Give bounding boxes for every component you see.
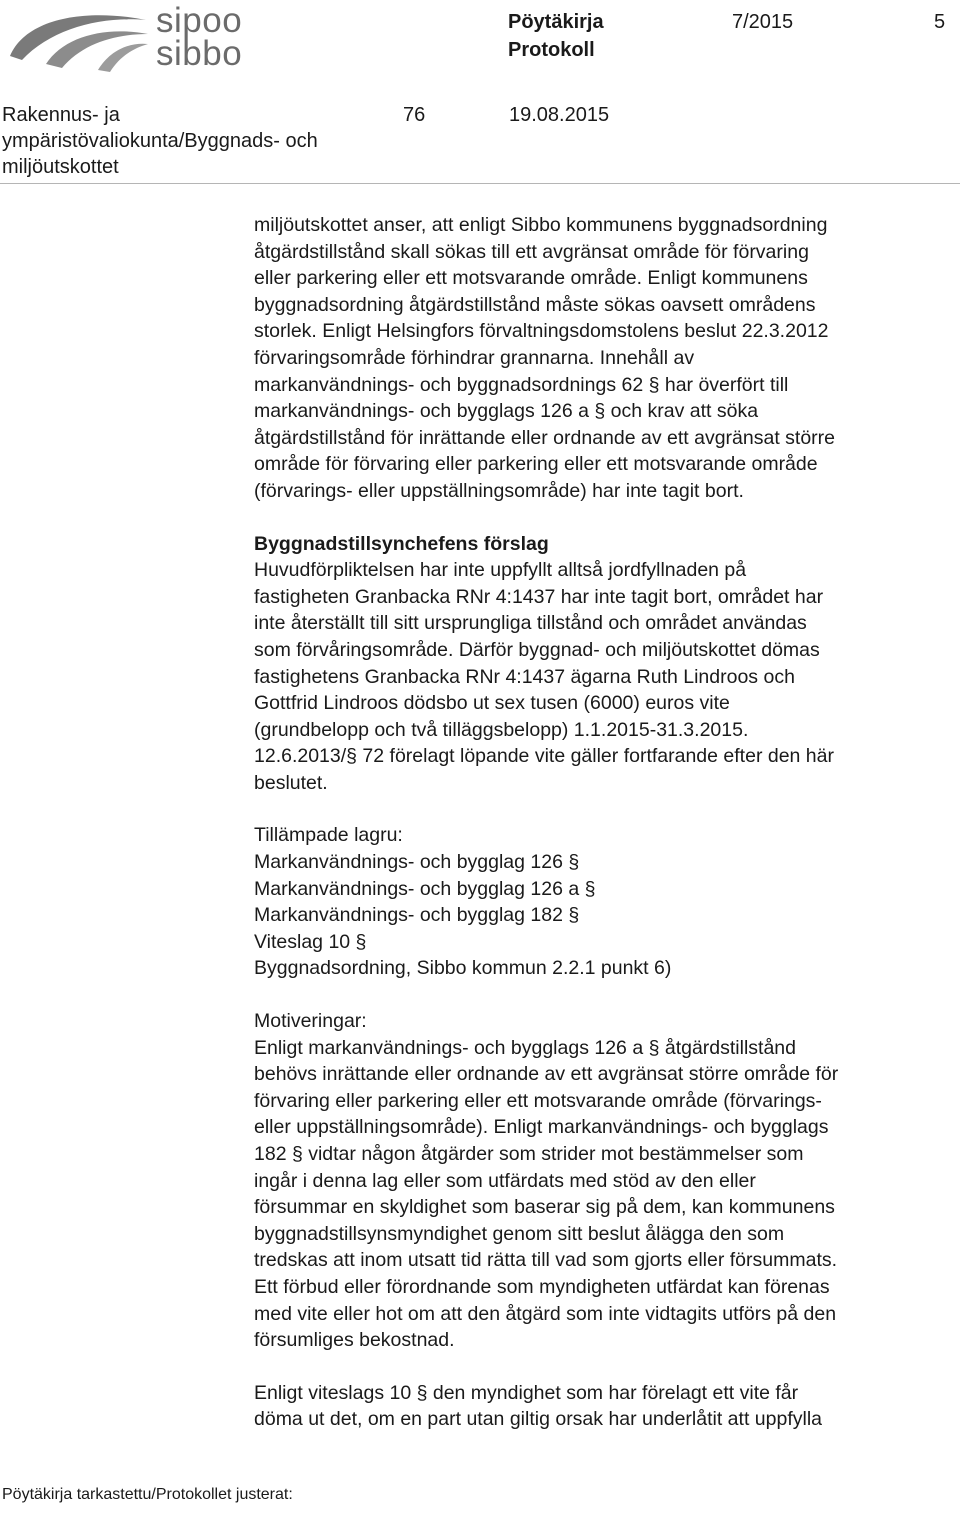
text-line: inte återställt till sitt ursprungliga tillstånd och området användas — [254, 612, 807, 635]
text-line: ingår i denna lag eller som utfärdats med stöd av den eller — [254, 1169, 756, 1192]
text-line: storlek. Enligt Helsingfors förvaltningsdomstolens beslut 22.3.2012 — [254, 320, 829, 343]
document-body — [254, 212, 954, 1433]
law-item: Markanvändnings- och bygglag 126 § — [254, 851, 580, 874]
paragraph-number: 76 — [403, 104, 426, 126]
applied-laws-list — [254, 849, 954, 982]
law-item: Byggnadsordning, Sibbo kommun 2.2.1 punkt 6) — [254, 957, 672, 980]
text-line: 12.6.2013/§ 72 förelagt löpande vite gäller fortfarande efter den här — [254, 745, 834, 768]
logo-text-sv: sibbo — [156, 34, 243, 73]
committee-name-line: Rakennus- ja — [2, 104, 120, 126]
reasons-heading: Motiveringar: — [254, 1010, 367, 1033]
text-line: markanvändnings- och byggnadsordnings 62 § har överfört till — [254, 373, 789, 396]
text-line: Gottfrid Lindroos dödsbo ut sex tusen (6000) euros vite — [254, 692, 730, 715]
text-line: Enligt viteslags 10 § den myndighet som har förelagt ett vite får — [254, 1381, 799, 1404]
text-line: eller uppställningsområde). Enligt markanvändnings- och bygglags — [254, 1116, 829, 1139]
text-line: åtgärdstillstånd för inrättande eller ordnande av ett avgränsat större — [254, 426, 836, 449]
text-line: försummar en skyldighet som baserar sig på dem, kan kommunens — [254, 1196, 835, 1219]
committee-name-line: miljöutskottet — [2, 156, 119, 178]
proposal-paragraph — [254, 557, 954, 796]
text-line: (förvarings- eller uppställningsområde) har inte tagit bort. — [254, 479, 744, 502]
text-line: förvaring eller parkering eller ett motsvarande område (förvarings- — [254, 1089, 822, 1112]
text-line: Huvudförpliktelsen har inte uppfyllt alltså jordfyllnaden på — [254, 559, 747, 582]
document-type-fi: Pöytäkirja — [508, 11, 604, 33]
text-line: tredskas att inom utsatt tid rätta till vad som gjorts eller försummats. — [254, 1249, 838, 1272]
text-line: markanvändnings- och bygglags 126 a § och krav att söka — [254, 400, 759, 423]
text-line: miljöutskottet anser, att enligt Sibbo kommunens byggnadsordning — [254, 214, 828, 236]
logo-wordmark — [156, 1, 243, 73]
reasons-paragraph — [254, 1035, 954, 1354]
text-line: med vite eller hot om att den åtgärd som inte vidtagits utförs på den — [254, 1302, 837, 1325]
header-divider — [0, 183, 960, 184]
text-line: behövs inrättande eller ordnande av ett avgränsat större område för — [254, 1063, 839, 1086]
document-number: 7/2015 — [732, 11, 794, 33]
text-line: område för förvaring eller parkering eller ett motsvarande område — [254, 453, 818, 476]
text-line: byggnadsordning åtgärdstillstånd måste sökas oavsett områdens — [254, 293, 816, 316]
intro-paragraph — [254, 212, 954, 505]
text-line: Enligt markanvändnings- och bygglags 126 a § åtgärdstillstånd — [254, 1036, 797, 1059]
text-line: fastigheten Granbacka RNr 4:1437 har inte tagit bort, området har — [254, 585, 824, 608]
municipality-logo — [6, 1, 266, 74]
committee-name — [2, 102, 382, 180]
page-number: 5 — [934, 11, 946, 33]
closing-paragraph — [254, 1380, 954, 1433]
text-line: fastighetens Granbacka RNr 4:1437 ägarna Ruth Lindroos och — [254, 665, 795, 688]
text-line: åtgärdstillstånd skall sökas till ett avgränsat område för förvaring — [254, 240, 809, 263]
document-type — [508, 8, 604, 64]
text-line: beslutet. — [254, 771, 328, 794]
committee-name-line: ympäristövaliokunta/Byggnads- och — [2, 130, 318, 152]
proposal-heading: Byggnadstillsynchefens förslag — [254, 532, 549, 555]
text-line: försumliges bekostnad. — [254, 1329, 455, 1352]
text-line: eller parkering eller ett motsvarande område. Enligt kommunens — [254, 267, 808, 290]
law-item: Viteslag 10 § — [254, 930, 367, 953]
text-line: (grundbelopp och två tilläggsbelopp) 1.1.2015-31.3.2015. — [254, 718, 749, 741]
logo-mark-icon — [6, 4, 151, 74]
law-item: Markanvändnings- och bygglag 126 a § — [254, 877, 596, 900]
text-line: som förvåringsområde. Därför byggnad- och miljöutskottet dömas — [254, 638, 820, 661]
text-line: döma ut det, om en part utan giltig orsak har underlåtit att uppfylla — [254, 1408, 822, 1431]
text-line: Ett förbud eller förordnande som myndigheten utfärdat kan förenas — [254, 1275, 830, 1298]
document-type-sv: Protokoll — [508, 39, 595, 61]
meeting-date: 19.08.2015 — [509, 104, 610, 126]
text-line: 182 § vidtar någon åtgärder som strider mot bestämmelser som — [254, 1143, 804, 1165]
text-line: förvaringsområde förhindrar grannarna. Innehåll av — [254, 346, 695, 369]
logo-text-fi: sipoo — [156, 1, 243, 40]
text-line: byggnadstillsynsmyndighet genom sitt beslut ålägga den som — [254, 1222, 785, 1245]
law-item: Markanvändnings- och bygglag 182 § — [254, 904, 580, 927]
footer-verification-note: Pöytäkirja tarkastettu/Protokollet justerat: — [2, 1486, 293, 1503]
laws-heading: Tillämpade lagru: — [254, 824, 403, 847]
